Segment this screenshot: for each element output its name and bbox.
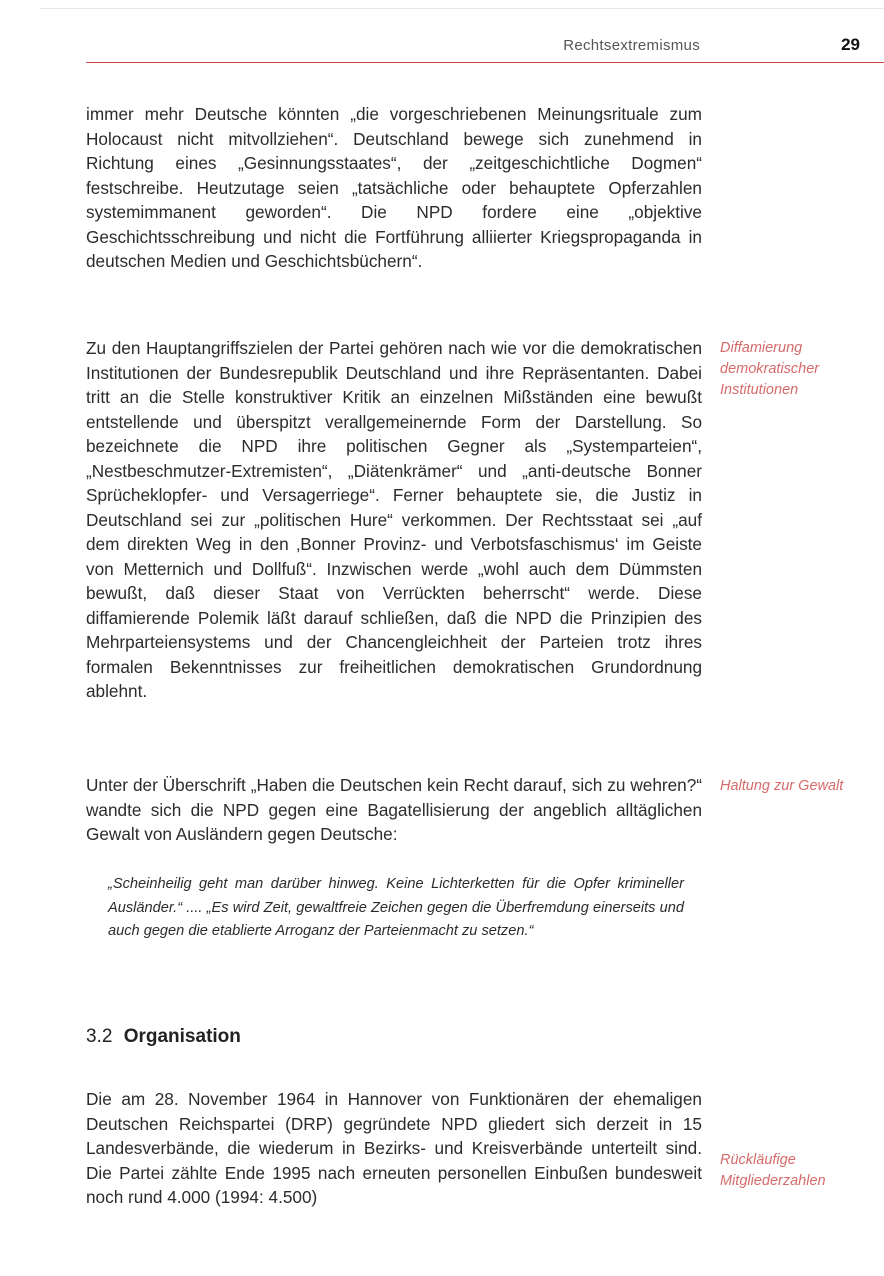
page-number: 29 <box>841 35 860 54</box>
paragraph-violence-stance: Unter der Überschrift „Haben die Deutschen kein Recht darauf, sich zu wehren?“ wandte sich die NPD gegen eine Bagatellisierung der angeblich alltäglichen Gewalt von Ausländern gegen Deutsche: <box>86 775 702 844</box>
margin-note-diffamierung: Diffamierung demokratischer Institutionen <box>720 340 820 398</box>
block-quote: „Scheinheilig geht man darüber hinweg. Keine Lichterketten für die Opfer krimineller Ausländer.“ .... „Es wird Zeit, gewaltfreie Zeichen gegen die Überfremdung einerseits und auch gegen die etablierte Arroganz der Parteienmacht zu setzen.“ <box>108 876 684 939</box>
margin-note-gewalt: Haltung zur Gewalt <box>720 778 844 794</box>
running-header-title: Rechtsextremismus <box>563 37 700 54</box>
section-number: 3.2 <box>86 1026 113 1047</box>
paragraph-attack-targets: Zu den Hauptangriffszielen der Partei gehören nach wie vor die demokratischen Institutionen der Bundesrepublik Deutschland und ihre Repräsentanten. Dabei tritt an die Stelle konstruktiver Kritik an einzelnen Mißständen eine bewußt entstellende und überspitzt verallgemeinernde Form der Darstellung. So bezeichnete die NPD ihre politischen Gegner als „Systemparteien“, „Nestbeschmutzer-Extremisten“, „Diätenkrämer“ und „anti-deutsche Bonner Sprücheklopfer- und Versagerriege“. Ferner behauptete sie, die Justiz in Deutschland sei zur „politischen Hure“ verkommen. Der Rechtsstaat sei „auf dem direkten Weg in den ‚Bonner Provinz- und Verbotsfaschismus‘ im Geiste von Metternich und Dollfuß“. Inzwischen werde „wohl auch dem Dümmsten bewußt, daß dieser Staat von Verrückten beherrscht“ werde. Diese diffamierende Polemik läßt darauf schließen, daß die NPD die Prinzipien des Mehrparteiensystems und der Chancengleichheit der Parteien trotz ihres formalen Bekenntnisses zur freiheitlichen demokratischen Grundordnung ablehnt. <box>86 338 702 701</box>
header-divider <box>86 62 884 63</box>
paragraph-organisation: Die am 28. November 1964 in Hannover von Funktionären der ehemaligen Deutschen Reichspartei (DRP) gegründete NPD gliedert sich derzeit in 15 Landesverbände, die wiederum in Bezirks- und Kreisverbände unterteilt sind. Die Partei zählte Ende 1995 nach erneuten personellen Einbußen bundesweit noch rund 4.000 (1994: 4.500) <box>86 1089 702 1207</box>
section-title: Organisation <box>123 1026 241 1047</box>
section-heading <box>86 1026 241 1048</box>
margin-note-mitglieder: Rückläufige Mitgliederzahlen <box>720 1152 826 1189</box>
paragraph-holocaust-rituals: immer mehr Deutsche könnten „die vorgeschriebenen Meinungsrituale zum Holocaust nicht mitvollziehen“. Deutschland bewege sich zunehmend in Richtung eines „Gesinnungsstaates“, der „zeitgeschichtliche Dogmen“ festschreibe. Heutzutage seien „tatsächliche oder behauptete Opferzahlen systemimmanent geworden“. Die NPD fordere eine „objektive Geschichtsschreibung und nicht die Fortführung alliierter Kriegspropaganda in deutschen Medien und Geschichtsbüchern“. <box>86 104 702 271</box>
top-divider <box>40 8 884 9</box>
